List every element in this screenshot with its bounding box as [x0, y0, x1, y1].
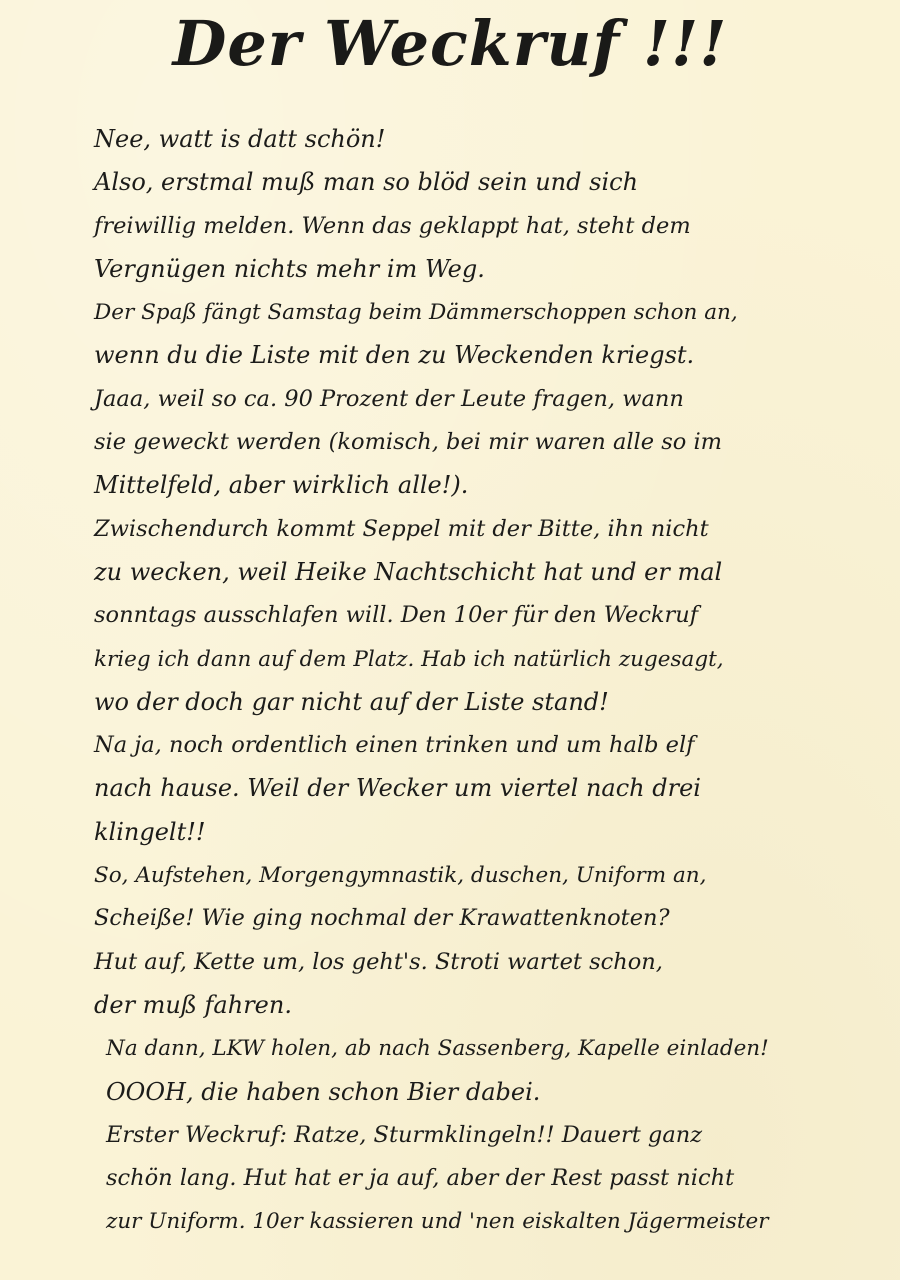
text-line: Nee, watt is datt schön! — [94, 125, 386, 153]
text-line: Also, erstmal muß man so blöd sein und sich — [94, 168, 639, 197]
handwritten-text-body — [94, 118, 884, 1244]
text-line: Scheiße! Wie ging nochmal der Krawattenknoten? — [94, 905, 670, 932]
text-line: Na dann, LKW holen, ab nach Sassenberg, Kapelle einladen! — [106, 1036, 769, 1062]
text-line: schön lang. Hut hat er ja auf, aber der Rest passt nicht — [106, 1165, 735, 1192]
text-line: der muß fahren. — [94, 990, 292, 1019]
text-line: Jaaa, weil so ca. 90 Prozent der Leute fragen, wann — [94, 385, 684, 412]
text-line: So, Aufstehen, Morgengymnastik, duschen, Uniform an, — [94, 863, 707, 889]
text-line: Erster Weckruf: Ratze, Sturmklingeln!! Dauert ganz — [106, 1121, 703, 1148]
page-title: Der Weckruf !!! — [172, 7, 728, 80]
text-line: wo der doch gar nicht auf der Liste stand! — [94, 687, 609, 716]
text-line: sonntags ausschlafen will. Den 10er für den Weckruf — [94, 602, 699, 629]
text-line: Hut auf, Kette um, los geht's. Stroti wartet schon, — [94, 948, 663, 975]
text-line: Vergnügen nichts mehr im Weg. — [94, 254, 485, 283]
text-line: wenn du die Liste mit den zu Weckenden kriegst. — [94, 341, 695, 370]
text-line: Der Spaß fängt Samstag beim Dämmerschoppen schon an, — [94, 300, 738, 326]
text-line: Mittelfeld, aber wirklich alle!). — [94, 471, 469, 500]
text-line: krieg ich dann auf dem Platz. Hab ich natürlich zugesagt, — [94, 646, 724, 672]
text-line: klingelt!! — [94, 817, 206, 846]
text-line: Zwischendurch kommt Seppel mit der Bitte, ihn nicht — [94, 515, 709, 542]
text-line: nach hause. Weil der Wecker um viertel nach drei — [94, 774, 701, 803]
text-line: OOOH, die haben schon Bier dabei. — [106, 1077, 541, 1106]
text-line: freiwillig melden. Wenn das geklappt hat, steht dem — [94, 212, 691, 239]
text-line: zur Uniform. 10er kassieren und 'nen eiskalten Jägermeister — [106, 1209, 769, 1235]
text-line: zu wecken, weil Heike Nachtschicht hat und er mal — [94, 557, 723, 586]
text-line: sie geweckt werden (komisch, bei mir waren alle so im — [94, 429, 723, 456]
text-line: Na ja, noch ordentlich einen trinken und um halb elf — [94, 732, 695, 759]
